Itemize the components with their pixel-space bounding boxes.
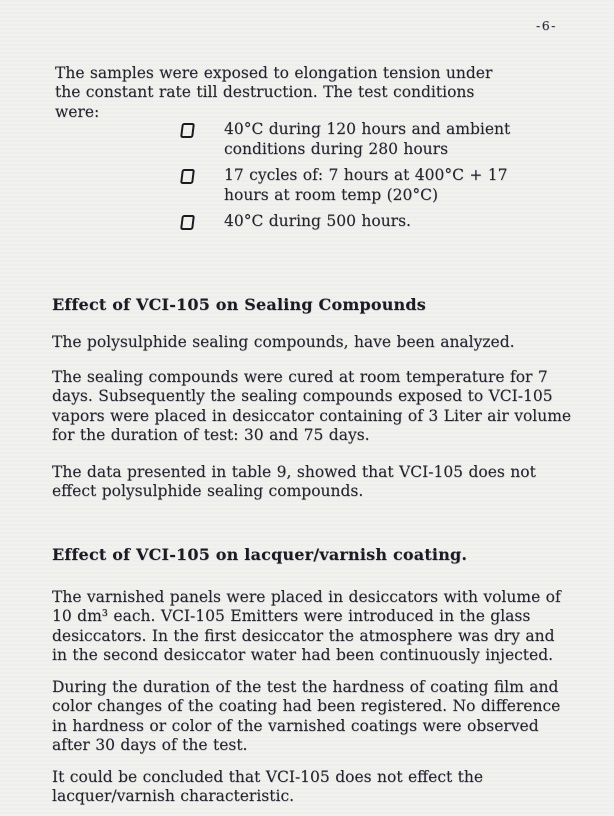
condition-text: 40°C during 120 hours and ambient conditions during 280 hours [224,120,511,158]
section-heading-lacquer-varnish: Effect of VCI-105 on lacquer/varnish coating. [52,545,468,565]
condition-text: 17 cycles of: 7 hours at 400°C + 17 hours at room temp (20°C) [224,166,508,204]
bullet-cell [181,212,224,230]
section-heading-sealing-compounds: Effect of VCI-105 on Sealing Compounds [52,295,426,315]
test-conditions-list [181,120,553,239]
list-item [181,212,553,232]
condition-text: 40°C during 500 hours. [224,212,411,230]
paragraph: The data presented in table 9, showed that VCI-105 does not effect polysulphide sealing compounds. [52,462,536,500]
paragraph: During the duration of the test the hardness of coating film and color changes of the coating had been registered. No difference in hardness or color of the varnished coatings were observed after 30 days of the test. [52,677,561,754]
checkbox-bullet-icon [180,215,195,230]
bullet-cell [181,120,224,138]
checkbox-bullet-icon [180,123,195,138]
list-item [181,166,553,205]
list-item [181,120,553,159]
paragraph: The polysulphide sealing compounds, have been analyzed. [52,332,515,351]
paragraph: The sealing compounds were cured at room temperature for 7 days. Subsequently the sealing compounds exposed to VCI-105 vapors were placed in desiccator containing of 3 Liter air volume for the duration of test: 30 and 75 days. [52,367,572,444]
checkbox-bullet-icon [180,169,195,184]
page-number: -6- [536,18,557,33]
paragraph: It could be concluded that VCI-105 does not effect the lacquer/varnish characteristic. [52,767,484,805]
bullet-cell [181,166,224,184]
intro-paragraph: The samples were exposed to elongation tension under the constant rate till destruction. The test conditions were: [55,63,493,121]
paragraph: The varnished panels were placed in desiccators with volume of 10 dm³ each. VCI-105 Emitters were introduced in the glass desiccators. In the first desiccator the atmosphere was dry and in the second desiccator water had been continuously injected. [52,587,561,664]
